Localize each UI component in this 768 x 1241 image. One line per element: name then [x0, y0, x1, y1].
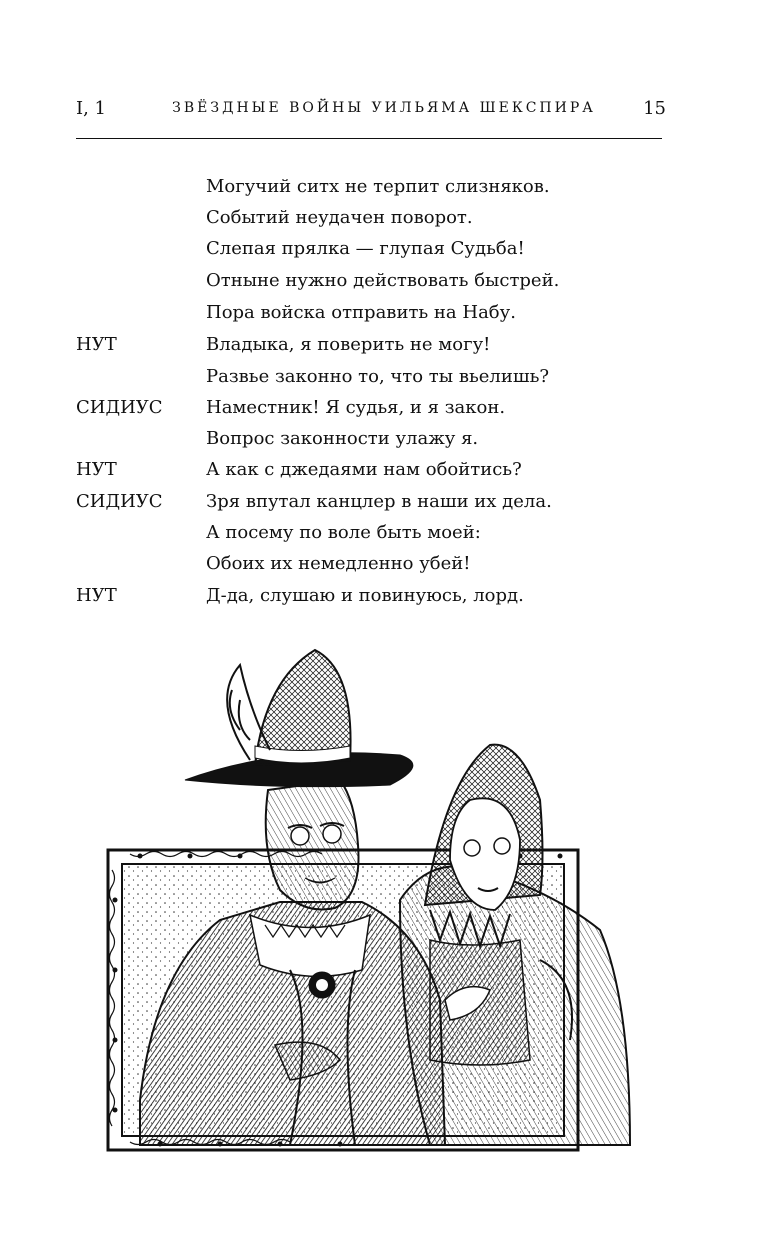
line-text: Развье законно то, что ты вьелишь? [206, 366, 550, 387]
verse-line [0, 234, 768, 264]
verse-line [0, 393, 768, 423]
line-text: Отныне нужно действовать быстрей. [206, 270, 560, 291]
speaker-name: НУТ [76, 334, 117, 355]
line-text: А как с джедаями нам обойтись? [206, 459, 522, 480]
verse-line [0, 455, 768, 485]
engraved-illustration [100, 640, 640, 1160]
line-text: Д-да, слушаю и повинуюсь, лорд. [206, 585, 524, 606]
verse-line [0, 298, 768, 328]
page-number: 15 [643, 98, 666, 119]
line-text: А посему по воле быть моей: [206, 522, 481, 543]
verse-line [0, 424, 768, 454]
speaker-name: НУТ [76, 585, 117, 606]
running-head-section: I, 1 [76, 98, 107, 119]
header-rule [76, 138, 662, 139]
line-text: Событий неудачен поворот. [206, 207, 473, 228]
line-text: Могучий ситх не терпит слизняков. [206, 176, 550, 197]
verse-line [0, 487, 768, 517]
verse-line [0, 172, 768, 202]
right-figure [400, 745, 630, 1145]
running-head-title: ЗВЁЗДНЫЕ ВОЙНЫ УИЛЬЯМА ШЕКСПИРА [172, 100, 596, 116]
verse-line [0, 518, 768, 548]
verse-line [0, 203, 768, 233]
line-text: Вопрос законности улажу я. [206, 428, 479, 449]
verse-line [0, 330, 768, 360]
verse-line [0, 581, 768, 611]
line-text: Зря впутал канцлер в наши их дела. [206, 491, 552, 512]
verse-line [0, 549, 768, 579]
line-text: Обоих их немедленно убей! [206, 553, 471, 574]
speaker-name: НУТ [76, 459, 117, 480]
speaker-name: СИДИУС [76, 397, 163, 418]
verse-line [0, 266, 768, 296]
line-text: Пора войска отправить на Набу. [206, 302, 516, 323]
speaker-name: СИДИУС [76, 491, 163, 512]
line-text: Владыка, я поверить не могу! [206, 334, 491, 355]
line-text: Слепая прялка — глупая Судьба! [206, 238, 525, 259]
line-text: Наместник! Я судья, и я закон. [206, 397, 506, 418]
verse-line [0, 362, 768, 392]
